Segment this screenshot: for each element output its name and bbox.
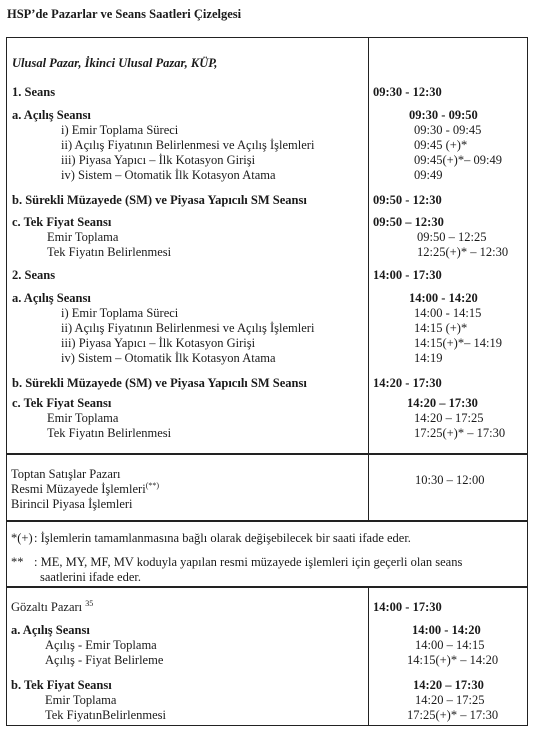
page-title: HSP’de Pazarlar ve Seans Saatleri Çizelgesi bbox=[7, 7, 242, 21]
s1-continuous-time: 09:50 - 12:30 bbox=[373, 193, 442, 207]
note-2-text: : ME, MY, MF, MV koduyla yapılan resmi müzayede işlemleri için geçerli olan seans bbox=[34, 555, 463, 569]
s2-opening-item-time: 14:19 bbox=[414, 351, 443, 365]
note-1-mark: *(+) bbox=[11, 531, 33, 545]
custody-opening-item: Açılış - Fiyat Belirleme bbox=[45, 653, 164, 667]
s1-opening-item: i) Emir Toplama Süreci bbox=[61, 123, 179, 137]
custody-opening-item-time: 14:00 – 14:15 bbox=[415, 638, 485, 652]
session-2-label: 2. Seans bbox=[12, 268, 56, 282]
custody-single-price-item: Emir Toplama bbox=[45, 693, 117, 707]
column-divider bbox=[368, 455, 369, 520]
s1-opening-item: ii) Açılış Fiyatının Belirlenmesi ve Açılış İşlemleri bbox=[61, 138, 315, 152]
custody-heading bbox=[11, 600, 93, 614]
session-1-label: 1. Seans bbox=[12, 85, 56, 99]
notes-box bbox=[6, 521, 528, 587]
s1-opening-item: iv) Sistem – Otomatik İlk Kotasyon Atama bbox=[61, 168, 276, 182]
custody-single-price-time: 14:20 – 17:30 bbox=[413, 678, 484, 692]
wholesale-market-table bbox=[6, 454, 528, 521]
s1-opening-item-time: 09:45(+)*– 09:49 bbox=[414, 153, 502, 167]
s1-opening-item-time: 09:49 bbox=[414, 168, 443, 182]
s1-opening-label: a. Açılış Seansı bbox=[12, 108, 91, 122]
s2-opening-item: iv) Sistem – Otomatik İlk Kotasyon Atama bbox=[61, 351, 276, 365]
main-market-table bbox=[6, 37, 528, 454]
note-2-mark: ** bbox=[11, 555, 24, 569]
s2-opening-label: a. Açılış Seansı bbox=[12, 291, 91, 305]
s2-opening-time: 14:00 - 14:20 bbox=[409, 291, 478, 305]
column-divider bbox=[368, 38, 369, 453]
custody-opening-item: Açılış - Emir Toplama bbox=[45, 638, 157, 652]
s1-single-price-item-time: 09:50 – 12:25 bbox=[417, 230, 487, 244]
custody-opening-label: a. Açılış Seansı bbox=[11, 623, 90, 637]
custody-single-price-item-time: 14:20 – 17:25 bbox=[415, 693, 485, 707]
s1-opening-item-time: 09:30 - 09:45 bbox=[414, 123, 482, 137]
s1-opening-time: 09:30 - 09:50 bbox=[409, 108, 478, 122]
s2-opening-item: i) Emir Toplama Süreci bbox=[61, 306, 179, 320]
custody-opening-time: 14:00 - 14:20 bbox=[412, 623, 481, 637]
wholesale-line-text: Resmi Müzayede İşlemleri bbox=[11, 482, 146, 496]
footnote-marker: 35 bbox=[85, 598, 94, 608]
markets-heading: Ulusal Pazar, İkinci Ulusal Pazar, KÜP, bbox=[12, 56, 218, 70]
s1-single-price-label: c. Tek Fiyat Seansı bbox=[12, 215, 112, 229]
session-1-time: 09:30 - 12:30 bbox=[373, 85, 442, 99]
s2-opening-item: iii) Piyasa Yapıcı – İlk Kotasyon Girişi bbox=[61, 336, 256, 350]
s2-opening-item-time: 14:15 (+)* bbox=[414, 321, 468, 335]
wholesale-time: 10:30 – 12:00 bbox=[415, 473, 485, 487]
wholesale-line bbox=[11, 482, 159, 496]
s2-single-price-item-time: 14:20 – 17:25 bbox=[414, 411, 484, 425]
custody-market-table bbox=[6, 587, 528, 726]
s2-single-price-item: Emir Toplama bbox=[47, 411, 119, 425]
note-2-text-cont: saatlerini ifade eder. bbox=[40, 570, 141, 584]
s2-single-price-item: Tek Fiyatın Belirlenmesi bbox=[47, 426, 172, 440]
s1-opening-item-time: 09:45 (+)* bbox=[414, 138, 468, 152]
column-divider bbox=[368, 588, 369, 725]
custody-single-price-item: Tek FiyatınBelirlenmesi bbox=[45, 708, 166, 722]
s2-opening-item-time: 14:15(+)*– 14:19 bbox=[414, 336, 502, 350]
s2-single-price-item-time: 17:25(+)* – 17:30 bbox=[414, 426, 506, 440]
s1-continuous-label: b. Sürekli Müzayede (SM) ve Piyasa Yapıcılı SM Seansı bbox=[12, 193, 307, 207]
s2-continuous-time: 14:20 - 17:30 bbox=[373, 376, 442, 390]
s1-opening-item: iii) Piyasa Yapıcı – İlk Kotasyon Girişi bbox=[61, 153, 256, 167]
custody-opening-item-time: 14:15(+)* – 14:20 bbox=[407, 653, 499, 667]
s1-single-price-item: Tek Fiyatın Belirlenmesi bbox=[47, 245, 172, 259]
s1-single-price-item-time: 12:25(+)* – 12:30 bbox=[417, 245, 509, 259]
custody-single-price-item-time: 17:25(+)* – 17:30 bbox=[407, 708, 499, 722]
session-2-time: 14:00 - 17:30 bbox=[373, 268, 442, 282]
custody-heading-text: Gözaltı Pazarı bbox=[11, 600, 83, 614]
wholesale-line: Toptan Satışlar Pazarı bbox=[11, 467, 121, 481]
s2-opening-item-time: 14:00 - 14:15 bbox=[414, 306, 482, 320]
custody-time: 14:00 - 17:30 bbox=[373, 600, 442, 614]
s2-single-price-label: c. Tek Fiyat Seansı bbox=[12, 396, 112, 410]
wholesale-line: Birincil Piyasa İşlemleri bbox=[11, 497, 133, 511]
s2-continuous-label: b. Sürekli Müzayede (SM) ve Piyasa Yapıcılı SM Seansı bbox=[12, 376, 307, 390]
s1-single-price-item: Emir Toplama bbox=[47, 230, 119, 244]
s1-single-price-time: 09:50 – 12:30 bbox=[373, 215, 444, 229]
footnote-marker: (**) bbox=[145, 480, 160, 490]
s2-opening-item: ii) Açılış Fiyatının Belirlenmesi ve Açılış İşlemleri bbox=[61, 321, 315, 335]
s2-single-price-time: 14:20 – 17:30 bbox=[407, 396, 478, 410]
custody-single-price-label: b. Tek Fiyat Seansı bbox=[11, 678, 112, 692]
note-1-text: : İşlemlerin tamamlanmasına bağlı olarak değişebilecek bir saati ifade eder. bbox=[34, 531, 411, 545]
